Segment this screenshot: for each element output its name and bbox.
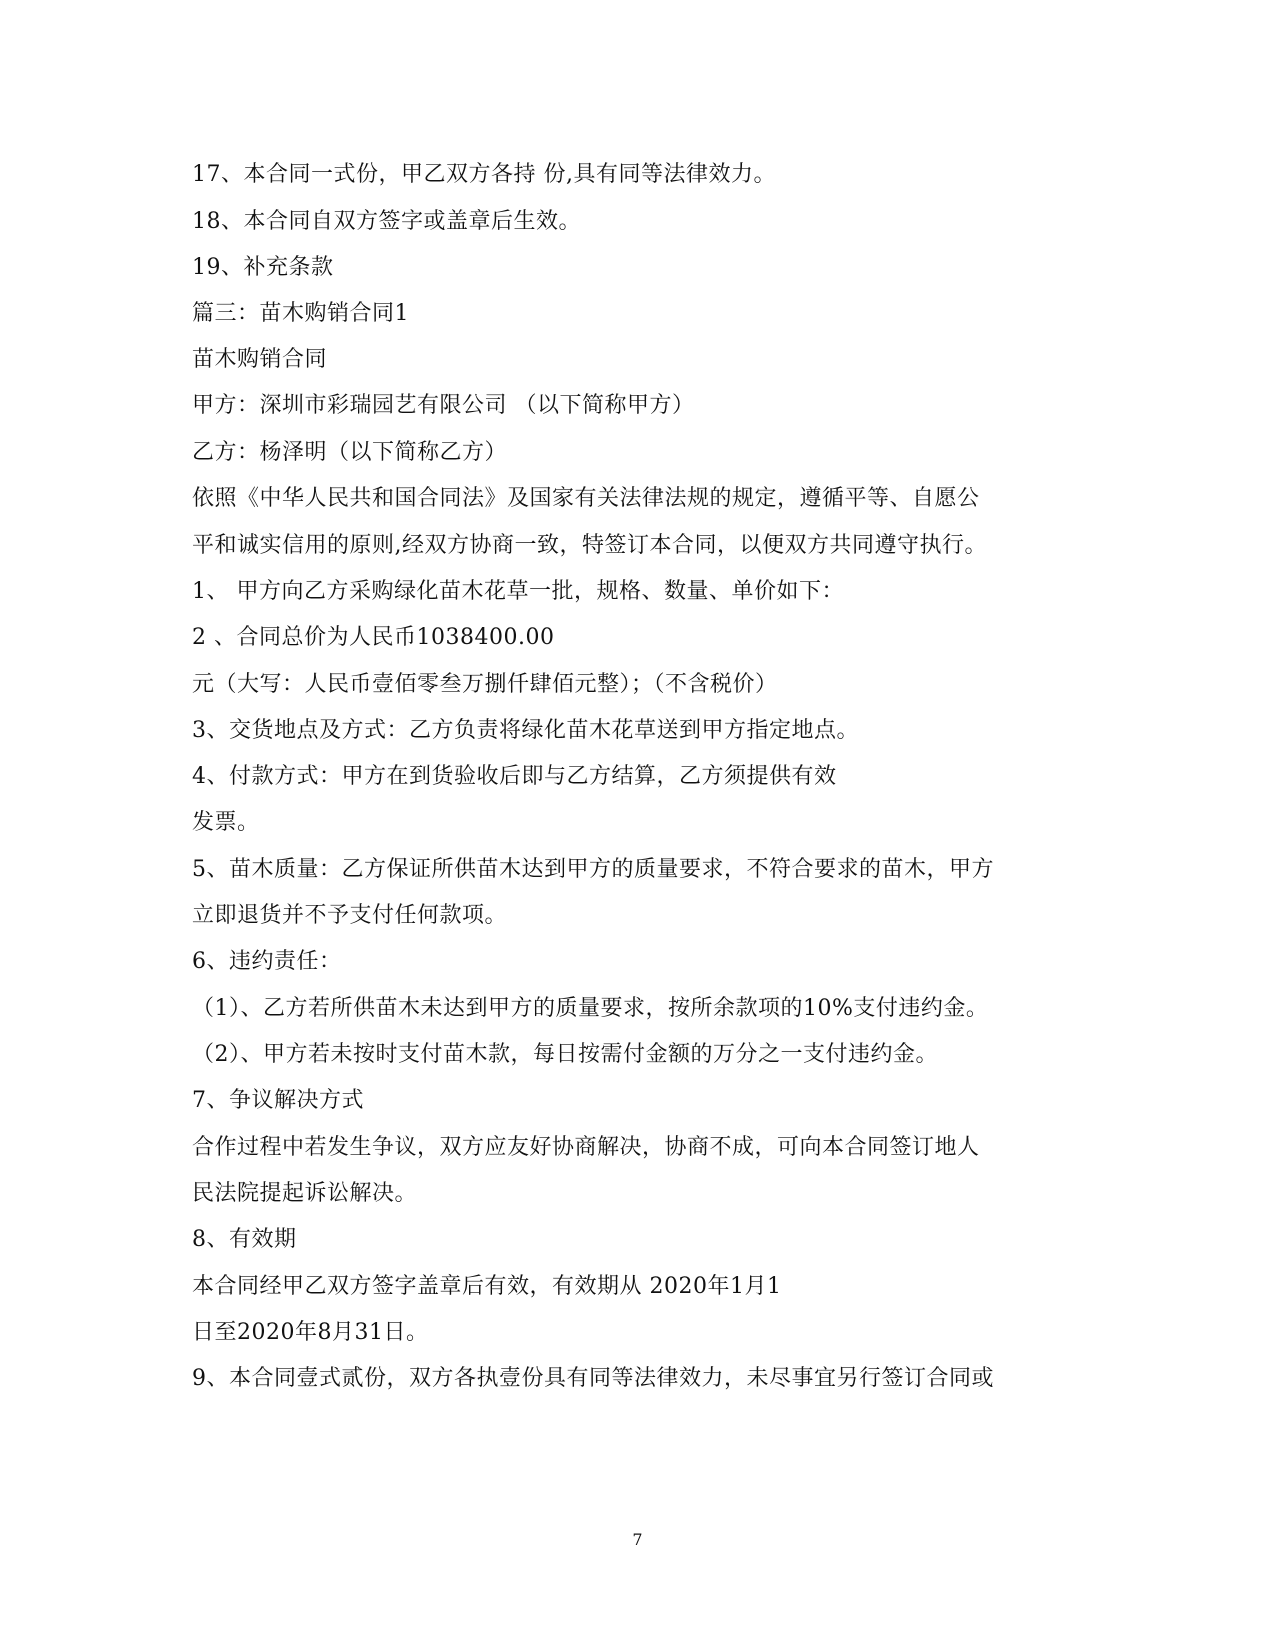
clause-5-line-1: 5、苗木质量：乙方保证所供苗木达到甲方的质量要求，不符合要求的苗木，甲方 — [192, 857, 994, 882]
clause-17: 17、本合同一式份，甲乙双方各持 份,具有同等法律效力。 — [192, 162, 776, 187]
clause-7-line-2: 民法院提起诉讼解决。 — [192, 1181, 418, 1206]
page-number: 7 — [632, 1530, 643, 1549]
preamble-line-2: 平和诚实信用的原则,经双方协商一致，特签订本合同，以便双方共同遵守执行。 — [192, 533, 987, 558]
clause-7: 7、争议解决方式 — [192, 1088, 364, 1113]
clause-19: 19、补充条款 — [192, 255, 334, 280]
clause-5-line-2: 立即退货并不予支付任何款项。 — [192, 903, 508, 928]
clause-4-line-1: 4、付款方式：甲方在到货验收后即与乙方结算，乙方须提供有效 — [192, 764, 837, 789]
clause-2-line-1: 2 、合同总价为人民币1038400.00 — [192, 625, 555, 650]
clause-3: 3、交货地点及方式：乙方负责将绿化苗木花草送到甲方指定地点。 — [192, 718, 859, 743]
clause-2-line-2: 元（大写：人民币壹佰零叁万捌仟肆佰元整）；（不含税价） — [192, 672, 778, 697]
clause-1: 1、 甲方向乙方采购绿化苗木花草一批，规格、数量、单价如下： — [192, 579, 844, 604]
clause-8-line-2: 日至2020年8月31日。 — [192, 1320, 429, 1345]
clause-8-line-1: 本合同经甲乙双方签字盖章后有效，有效期从 2020年1月1 — [192, 1274, 782, 1299]
clause-4-line-2: 发票。 — [192, 810, 260, 835]
clause-6: 6、违约责任： — [192, 949, 342, 974]
party-a: 甲方：深圳市彩瑞园艺有限公司 （以下简称甲方） — [192, 393, 695, 418]
party-b: 乙方：杨泽明（以下简称乙方） — [192, 440, 508, 465]
clause-7-line-1: 合作过程中若发生争议，双方应友好协商解决，协商不成，可向本合同签订地人 — [192, 1135, 980, 1160]
clause-18: 18、本合同自双方签字或盖章后生效。 — [192, 209, 581, 234]
preamble-line-1: 依照《中华人民共和国合同法》及国家有关法律法规的规定，遵循平等、自愿公 — [192, 486, 980, 511]
contract-title: 苗木购销合同 — [192, 347, 328, 372]
section-heading: 篇三：苗木购销合同1 — [192, 301, 409, 326]
clause-6-item-2: （2）、甲方若未按时支付苗木款，每日按需付金额的万分之一支付违约金。 — [192, 1042, 938, 1067]
clause-8: 8、有效期 — [192, 1227, 297, 1252]
clause-9: 9、本合同壹式贰份，双方各执壹份具有同等法律效力，未尽事宜另行签订合同或 — [192, 1366, 994, 1391]
clause-6-item-1: （1）、乙方若所供苗木未达到甲方的质量要求，按所余款项的10%支付违约金。 — [192, 996, 989, 1021]
